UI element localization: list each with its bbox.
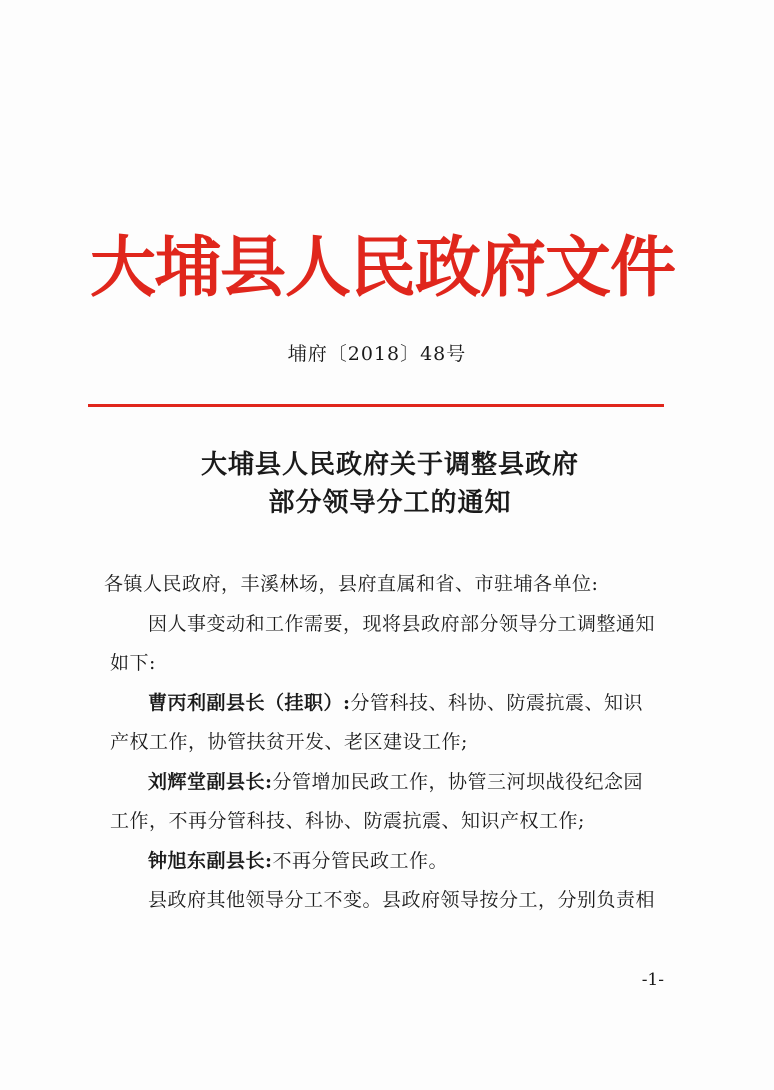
item1-official-name: 曹丙利副县长（挂职）: xyxy=(148,691,351,714)
item2-duties-line1: 分管增加民政工作，协管三河坝战役纪念园 xyxy=(272,770,644,793)
document-header-title: 大埔县人民政府文件 xyxy=(90,228,675,306)
notice-body xyxy=(104,565,670,921)
page-number: -1- xyxy=(641,970,664,990)
salutation: 各镇人民政府，丰溪林场，县府直属和省、市驻埔各单位: xyxy=(104,573,599,595)
intro-line1: 因人事变动和工作需要，现将县政府部分领导分工调整通知 xyxy=(148,612,656,635)
intro-line2: 如下: xyxy=(110,652,156,674)
assignment-item-1 xyxy=(110,684,670,724)
assignment-item-2 xyxy=(110,763,670,803)
item2-official-name: 刘辉堂副县长: xyxy=(148,770,273,793)
item1-duties-line2: 产权工作，协管扶贫开发、老区建设工作; xyxy=(110,731,468,753)
item3-official-name: 钟旭东副县长: xyxy=(148,849,273,872)
assignment-item-3 xyxy=(110,842,670,882)
closing-paragraph: 县政府其他领导分工不变。县政府领导按分工，分别负责相 xyxy=(148,889,656,911)
item3-duties: 不再分管民政工作。 xyxy=(272,849,449,872)
red-separator-line xyxy=(88,404,664,407)
notice-title xyxy=(90,446,690,522)
item2-duties-line2: 工作，不再分管科技、科协、防震抗震、知识产权工作; xyxy=(110,810,585,832)
item1-duties-line1: 分管科技、科协、防震抗震、知识 xyxy=(350,691,644,714)
document-number: 埔府〔2018〕48号 xyxy=(287,343,467,365)
notice-title-line2: 部分领导分工的通知 xyxy=(268,488,512,518)
notice-title-line1: 大埔县人民政府关于调整县政府 xyxy=(200,450,579,480)
